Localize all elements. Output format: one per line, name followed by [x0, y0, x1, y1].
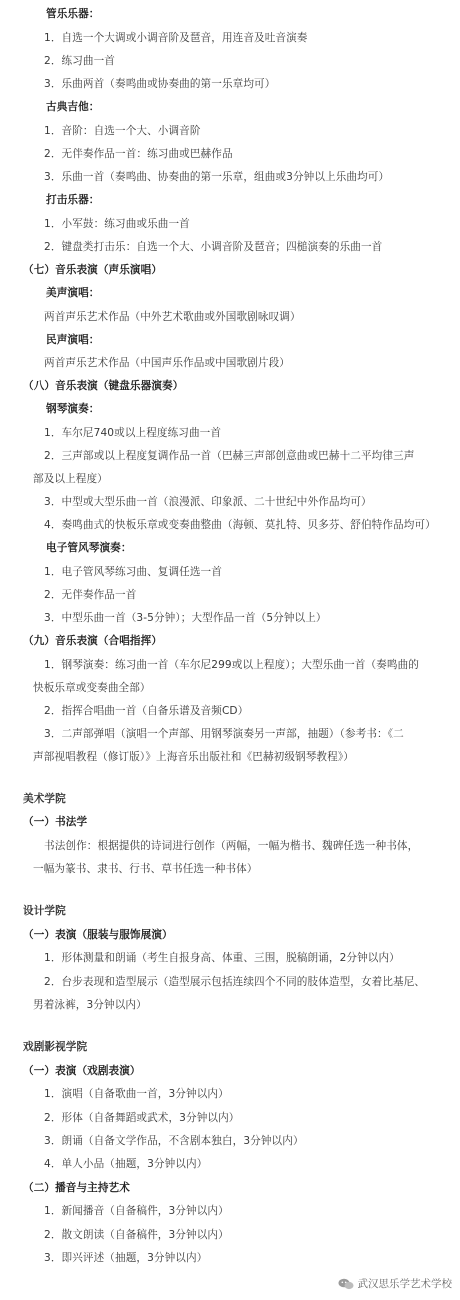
subsection-heading: 民声演唱：	[46, 334, 100, 346]
text-line: 2．台步表现和造型展示（造型展示包括连续四个不同的肢体造型，女着比基尼、	[44, 976, 426, 988]
text-line: 两首声乐艺术作品（中外艺术歌曲或外国歌剧咏叹调）	[44, 311, 301, 323]
text-line: 4．奏鸣曲式的快板乐章或变奏曲整曲（海顿、莫扎特、贝多芬、舒伯特作品均可）	[44, 519, 436, 531]
text-line: 1．音阶：自选一个大、小调音阶	[44, 125, 201, 137]
text-line: 3．中型乐曲一首（3-5分钟）；大型作品一首（5分钟以上）	[44, 612, 327, 624]
text-line: 1．车尔尼740或以上程度练习曲一首	[44, 427, 222, 439]
text-line: 2．三声部或以上程度复调作品一首（巴赫三声部创意曲或巴赫十二平均律三声	[44, 450, 415, 462]
text-line: 3．乐曲一首（奏鸣曲、协奏曲的第一乐章，组曲或3分钟以上乐曲均可）	[44, 171, 390, 183]
section-title: 设计学院	[23, 905, 66, 917]
text-line: 1．新闻播音（自备稿件，3分钟以内）	[44, 1205, 229, 1217]
subsection-heading: （七）音乐表演（声乐演唱）	[23, 264, 163, 276]
watermark	[338, 1276, 453, 1291]
text-line: 1．形体测量和朗诵（考生自报身高、体重、三围，脱稿朗诵，2分钟以内）	[44, 952, 400, 964]
subsection-heading: （一）书法学	[23, 816, 88, 828]
section-title: 戏剧影视学院	[23, 1041, 88, 1053]
text-line: 1．自选一个大调或小调音阶及琶音，用连音及吐音演奏	[44, 32, 308, 44]
subsection-heading: 电子管风琴演奏：	[46, 542, 132, 554]
text-line: 2．形体（自备舞蹈或武术，3分钟以内）	[44, 1112, 240, 1124]
subsection-heading: 钢琴演奏：	[46, 403, 100, 415]
text-line: 2．练习曲一首	[44, 55, 116, 67]
text-line: 1．钢琴演奏：练习曲一首（车尔尼299或以上程度）；大型乐曲一首（奏鸣曲的	[44, 659, 419, 671]
subsection-heading: （八）音乐表演（键盘乐器演奏）	[23, 380, 184, 392]
text-line: 3．中型或大型乐曲一首（浪漫派、印象派、二十世纪中外作品均可）	[44, 496, 372, 508]
text-line: 快板乐章或变奏曲全部）	[33, 682, 151, 694]
section-title: 美术学院	[23, 793, 66, 805]
text-line: 声部视唱教程（修订版）》上海音乐出版社和《巴赫初级钢琴教程》）	[33, 751, 354, 763]
text-line: 3．即兴评述（抽题，3分钟以内）	[44, 1252, 208, 1264]
subsection-heading: （一）表演（服装与服饰展演）	[23, 929, 173, 941]
subsection-heading: 管乐乐器：	[46, 8, 100, 20]
watermark-text: 武汉思乐学艺术学校	[357, 1278, 452, 1290]
text-line: 男着泳裤，3分钟以内）	[33, 999, 147, 1011]
text-line: 书法创作：根据提供的诗词进行创作（两幅，一幅为楷书、魏碑任选一种书体，	[44, 840, 419, 852]
text-line: 3．二声部弹唱（演唱一个声部、用钢琴演奏另一声部，抽题）（参考书：《二	[44, 728, 404, 740]
subsection-heading: （一）表演（戏剧表演）	[23, 1065, 141, 1077]
text-line: 2．键盘类打击乐：自选一个大、小调音阶及琶音；四槌演奏的乐曲一首	[44, 241, 383, 253]
text-line: 1．演唱（自备歌曲一首，3分钟以内）	[44, 1088, 229, 1100]
subsection-heading: 打击乐器：	[46, 194, 100, 206]
text-line: 2．无伴奏作品一首：练习曲或巴赫作品	[44, 148, 233, 160]
text-line: 部及以上程度）	[33, 473, 108, 485]
subsection-heading: 美声演唱：	[46, 287, 100, 299]
text-line: 一幅为篆书、隶书、行书、草书任选一种书体）	[33, 863, 258, 875]
subsection-heading: 古典吉他：	[46, 101, 100, 113]
text-line: 3．乐曲两首（奏鸣曲或协奏曲的第一乐章均可）	[44, 78, 276, 90]
text-line: 两首声乐艺术作品（中国声乐作品或中国歌剧片段）	[44, 357, 290, 369]
text-line: 1．小军鼓：练习曲或乐曲一首	[44, 218, 190, 230]
text-line: 4．单人小品（抽题，3分钟以内）	[44, 1158, 208, 1170]
text-line: 2．指挥合唱曲一首（自备乐谱及音频CD）	[44, 705, 249, 717]
text-line: 1．电子管风琴练习曲、复调任选一首	[44, 566, 222, 578]
subsection-heading: （九）音乐表演（合唱指挥）	[23, 635, 163, 647]
text-line: 2．散文朗读（自备稿件，3分钟以内）	[44, 1229, 229, 1241]
subsection-heading: （二）播音与主持艺术	[23, 1182, 130, 1194]
wechat-icon	[338, 1278, 354, 1290]
text-line: 2．无伴奏作品一首	[44, 589, 137, 601]
text-line: 3．朗诵（自备文学作品，不含剧本独白，3分钟以内）	[44, 1135, 304, 1147]
